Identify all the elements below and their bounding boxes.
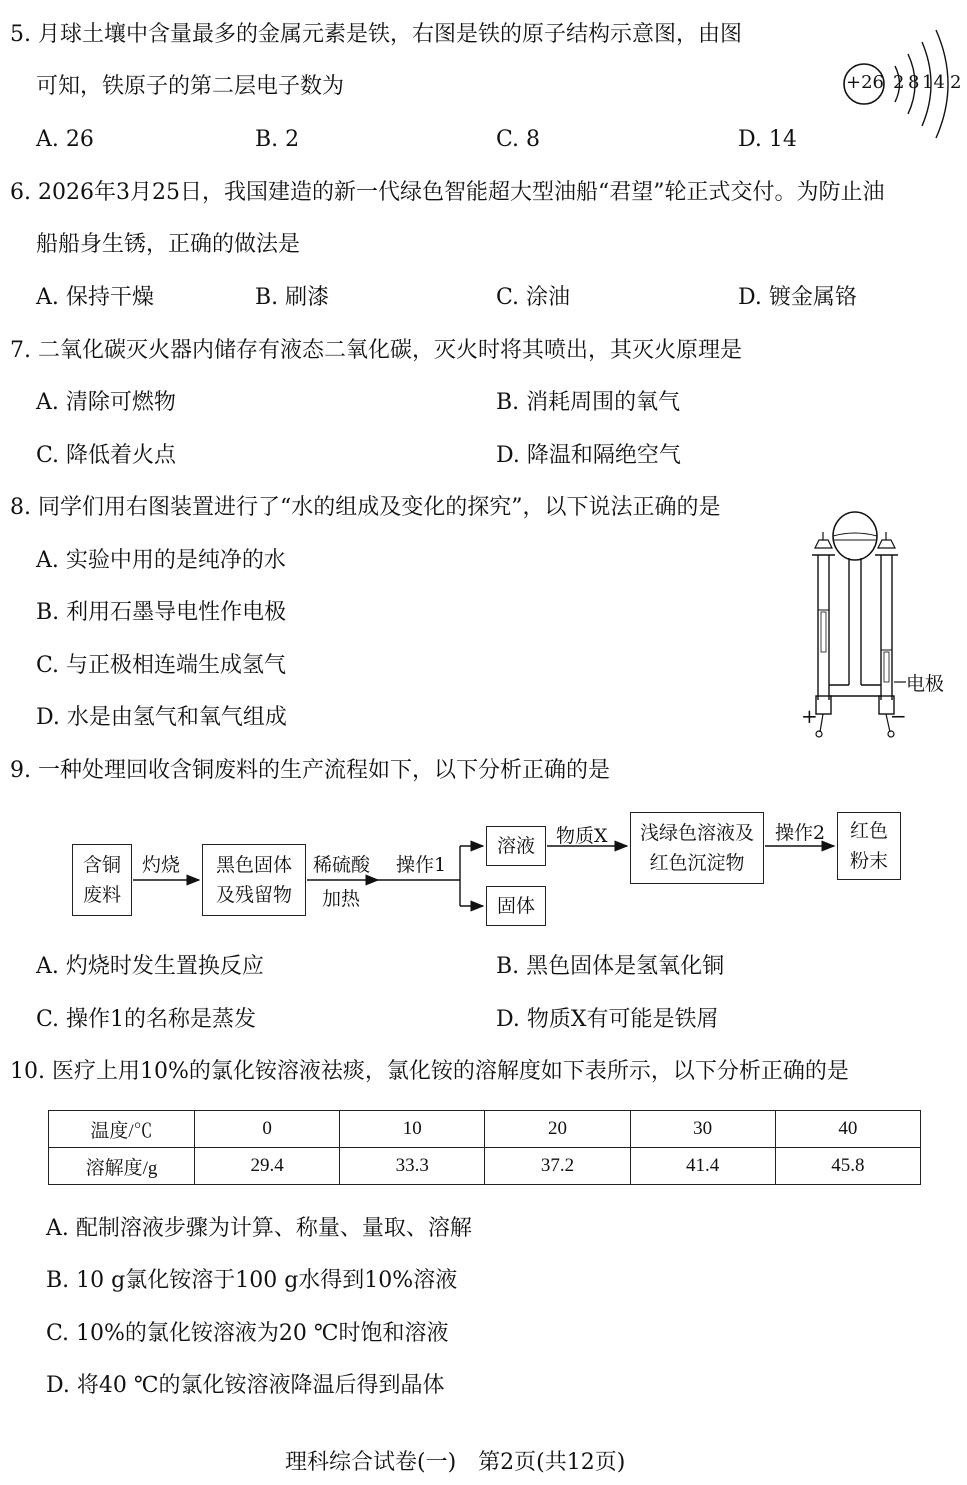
q6-option-c[interactable]: C. 涂油 (496, 285, 571, 310)
table-cell-solubility: 33.3 (340, 1148, 485, 1185)
flow-arrow1-label: 灼烧 (142, 854, 181, 876)
flow-arrows (0, 800, 967, 940)
table-row-solubility (49, 1148, 921, 1185)
flow-op2-label: 操作2 (775, 822, 826, 844)
q6-stem-line1: 6. 2026年3月25日，我国建造的新一代绿色智能超大型油船“君望”轮正式交付。为防止油 (10, 180, 885, 205)
q8-option-a[interactable]: A. 实验中用的是纯净的水 (36, 548, 286, 573)
q7-option-b[interactable]: B. 消耗周围的氧气 (496, 390, 681, 415)
q5-option-a[interactable]: A. 26 (36, 127, 94, 152)
page-footer: 理科综合试卷(一) 第2页(共12页) (285, 1450, 626, 1475)
q8-option-b[interactable]: B. 利用石墨导电性作电极 (36, 600, 287, 625)
q5-option-d[interactable]: D. 14 (738, 127, 797, 152)
atom-nucleus-charge: +26 (846, 72, 884, 93)
q7-option-a[interactable]: A. 清除可燃物 (36, 390, 176, 415)
q7-stem: 7. 二氧化碳灭火器内储存有液态二氧化碳，灭火时将其喷出，其灭火原理是 (10, 338, 742, 363)
electrode-label: 电极 (906, 673, 945, 695)
flow-op1-label: 操作1 (396, 854, 447, 876)
flow-box-green-solution-line2: 红色沉淀物 (649, 852, 745, 874)
q9-option-a[interactable]: A. 灼烧时发生置换反应 (36, 954, 264, 979)
flow-box-black-solid-line1: 黑色固体 (215, 854, 292, 876)
table-cell-solubility: 29.4 (195, 1148, 340, 1185)
flow-arrow2-bottom-label: 加热 (322, 888, 361, 910)
flow-arrow2-top-label: 稀硫酸 (313, 854, 371, 876)
q5-option-b[interactable]: B. 2 (255, 127, 300, 152)
q5-option-c[interactable]: C. 8 (496, 127, 541, 152)
q8-option-c[interactable]: C. 与正极相连端生成氢气 (36, 653, 287, 678)
solubility-table (48, 1110, 921, 1185)
table-header-temperature: 温度/℃ (49, 1111, 195, 1148)
q6-option-d[interactable]: D. 镀金属铬 (738, 285, 857, 310)
q9-option-c[interactable]: C. 操作1的名称是蒸发 (36, 1007, 257, 1032)
q9-stem: 9. 一种处理回收含铜废料的生产流程如下，以下分析正确的是 (10, 758, 610, 783)
q5-stem-line2: 可知，铁原子的第二层电子数为 (36, 74, 345, 99)
flow-arrow3-label: 物质X (556, 825, 608, 847)
table-cell-temp: 20 (485, 1111, 630, 1148)
q10-option-a[interactable]: A. 配制溶液步骤为计算、称量、量取、溶解 (46, 1216, 472, 1241)
q6-option-b[interactable]: B. 刷漆 (255, 285, 330, 310)
table-cell-solubility: 37.2 (485, 1148, 630, 1185)
q6-stem-line2: 船船身生锈，正确的做法是 (36, 232, 301, 257)
table-row-temperature (49, 1111, 921, 1148)
atom-shell-3: 14 (922, 72, 945, 93)
atom-shell-4: 2 (950, 72, 962, 93)
atom-shell-1: 2 (893, 72, 905, 93)
q9-option-d[interactable]: D. 物质X有可能是铁屑 (496, 1007, 719, 1032)
negative-terminal-label: − (890, 704, 907, 728)
flow-box-green-solution-line1: 浅绿色溶液及 (639, 822, 754, 844)
positive-terminal-label: + (801, 704, 818, 728)
q10-option-d[interactable]: D. 将40 ℃的氯化铵溶液降温后得到晶体 (46, 1373, 445, 1398)
table-cell-temp: 30 (630, 1111, 775, 1148)
q7-option-c[interactable]: C. 降低着火点 (36, 443, 177, 468)
q7-option-d[interactable]: D. 降温和隔绝空气 (496, 443, 681, 468)
table-cell-solubility: 41.4 (630, 1148, 775, 1185)
table-header-solubility: 溶解度/g (49, 1148, 195, 1185)
q8-option-d[interactable]: D. 水是由氢气和氧气组成 (36, 705, 287, 730)
table-cell-temp: 0 (195, 1111, 340, 1148)
flow-box-solution-text: 溶液 (496, 835, 535, 857)
q10-option-b[interactable]: B. 10 g氯化铵溶于100 g水得到10%溶液 (46, 1268, 458, 1293)
flow-box-red-powder-line1: 红色 (849, 820, 888, 842)
q6-option-a[interactable]: A. 保持干燥 (36, 285, 154, 310)
atom-shell-2: 8 (908, 72, 920, 93)
q10-option-c[interactable]: C. 10%的氯化铵溶液为20 ℃时饱和溶液 (46, 1321, 449, 1346)
q9-option-b[interactable]: B. 黑色固体是氢氧化铜 (496, 954, 725, 979)
table-cell-temp: 10 (340, 1111, 485, 1148)
flow-box-copper-waste-line1: 含铜 (82, 854, 121, 876)
flow-box-black-solid-line2: 及残留物 (215, 884, 292, 906)
table-cell-temp: 40 (775, 1111, 920, 1148)
flow-box-copper-waste-line2: 废料 (82, 884, 121, 906)
q5-stem-line1: 5. 月球土壤中含量最多的金属元素是铁，右图是铁的原子结构示意图，由图 (10, 22, 742, 47)
q8-stem: 8. 同学们用右图装置进行了“水的组成及变化的探究”，以下说法正确的是 (10, 495, 721, 520)
flow-box-solid-text: 固体 (496, 895, 535, 917)
flow-box-red-powder-line2: 粉末 (849, 850, 888, 872)
q10-stem: 10. 医疗上用10%的氯化铵溶液祛痰，氯化铵的溶解度如下表所示，以下分析正确的是 (10, 1059, 849, 1084)
table-cell-solubility: 45.8 (775, 1148, 920, 1185)
